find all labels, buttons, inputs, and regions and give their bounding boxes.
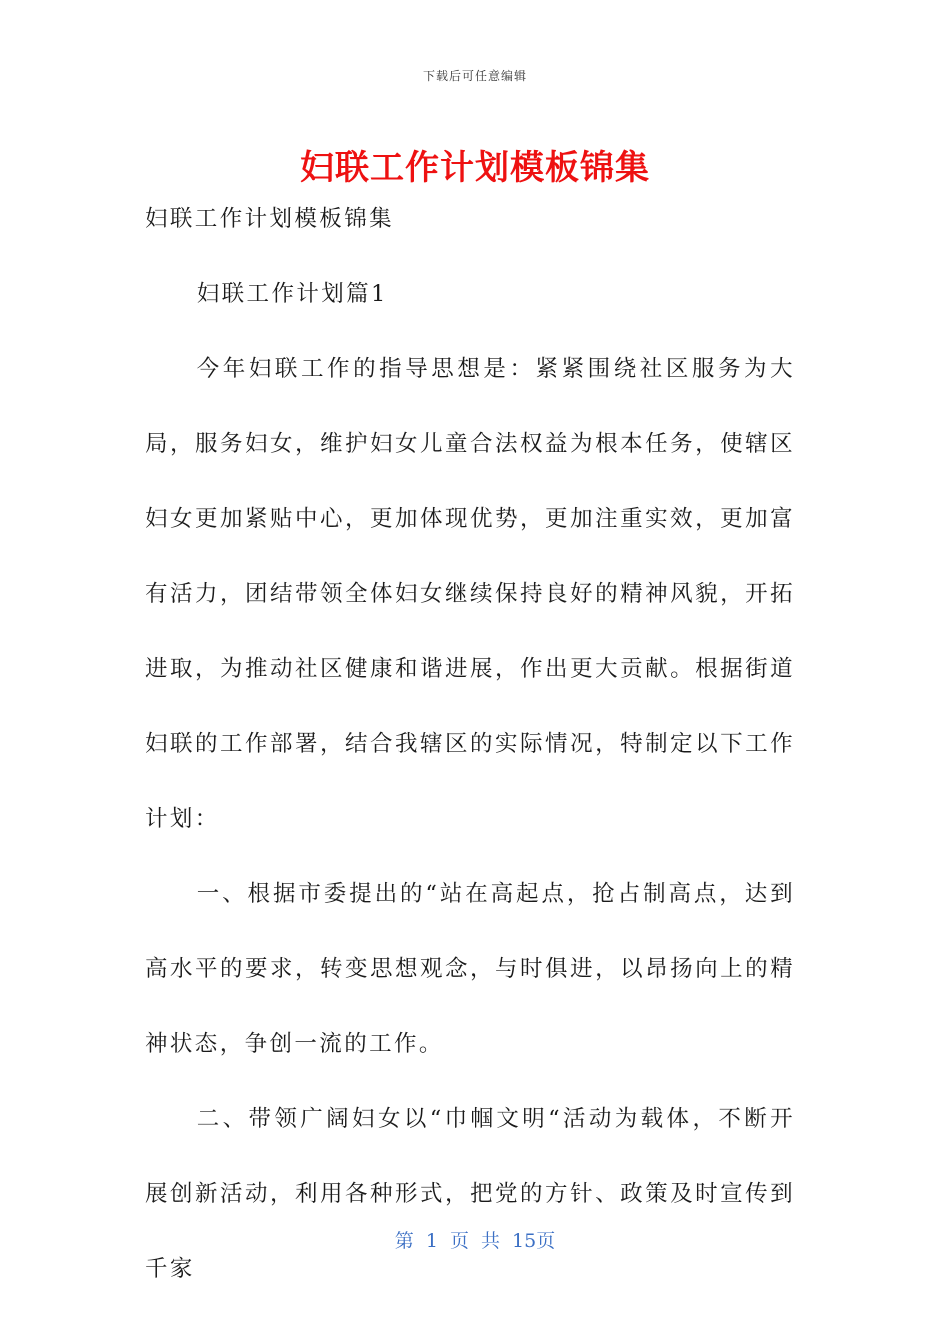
paragraph: 二、带领广阔妇女以“巾帼文明“活动为载体，不断开展创新活动，利用各种形式，把党的方针、政策及时宣传到千家 bbox=[145, 1106, 795, 1282]
page-header-note: 下载后可任意编辑 bbox=[422, 69, 527, 83]
document-body bbox=[145, 257, 795, 1307]
document-subtitle: 妇联工作计划模板锦集 bbox=[145, 206, 395, 232]
page-footer-pagination: 第 1 页 共 15页 bbox=[394, 1230, 556, 1252]
paragraph: 今年妇联工作的指导思想是：紧紧围绕社区服务为大局，服务妇女，维护妇女儿童合法权益为根本任务，使辖区妇女更加紧贴中心，更加体现优势，更加注重实效，更加富有活力，团结带领全体妇女继续保持良好的精神风貌，开拓进取，为推动社区健康和谐进展，作出更大贡献。根据街道妇联的工作部署，结合我辖区的实际情况，特制定以下工作计划： bbox=[145, 356, 795, 832]
paragraph: 一、根据市委提出的“站在高起点，抢占制高点，达到高水平的要求，转变思想观念，与时俱进，以昂扬向上的精神状态，争创一流的工作。 bbox=[145, 881, 795, 1057]
section-heading: 妇联工作计划篇1 bbox=[196, 281, 388, 307]
document-title: 妇联工作计划模板锦集 bbox=[300, 148, 650, 188]
